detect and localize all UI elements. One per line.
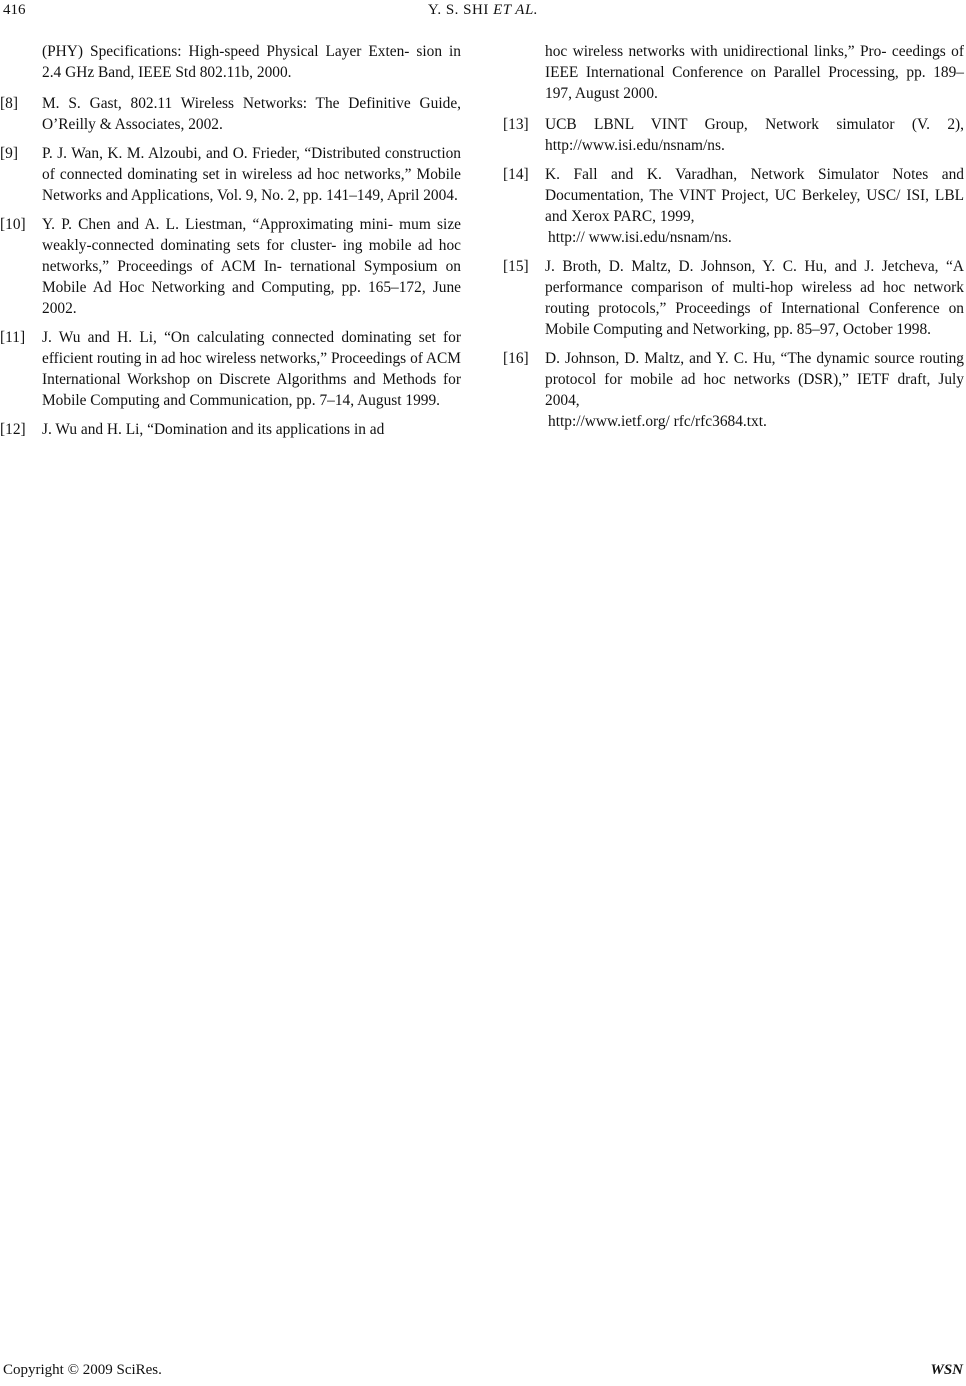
reference-text: J. Wu and H. Li, “On calculating connected dominating set for efficient routing in ad hoc wireless networks,” Proceedings of ACM International Workshop on Discrete Algorithms and Methods for Mobile Computing and Communication, pp. 7–14, August 1999.: [42, 329, 461, 409]
reference-number: [14]: [503, 166, 529, 183]
reference-text: J. Broth, D. Maltz, D. Johnson, Y. C. Hu, and J. Jetcheva, “A performance comparison of multi-hop wireless ad hoc network routing protocols,” Proceedings of International Conference on Mobile Computing and Networking, pp. 85–97, October 1998.: [545, 258, 964, 338]
reference-item: [0, 143, 461, 206]
right-column: [503, 41, 964, 440]
reference-number: [11]: [0, 329, 26, 346]
footer-journal: WSN: [930, 1362, 963, 1378]
reference-item: [0, 327, 461, 411]
reference-text: (PHY) Specifications: High-speed Physical Layer Exten- sion in 2.4 GHz Band, IEEE Std 802.11b, 2000.: [42, 43, 461, 81]
header-et-al: ET AL.: [493, 2, 539, 18]
reference-text: Y. P. Chen and A. L. Liestman, “Approximating mini- mum size weakly-connected dominating sets for cluster- ing mobile ad hoc networks,” Proceedings of ACM In- ternational Symposium on Mobile Ad Hoc Networking and Computing, pp. 165–172, June 2002.: [42, 216, 461, 317]
reference-number: [8]: [0, 95, 18, 112]
reference-item: [503, 164, 964, 248]
reference-continuation: [0, 41, 461, 83]
reference-item: [0, 93, 461, 135]
header-authors: Y. S. SHI: [427, 2, 489, 18]
reference-text: UCB LBNL VINT Group, Network simulator (V. 2), http://www.isi.edu/nsnam/ns.: [545, 116, 964, 154]
running-header: [0, 2, 966, 19]
reference-number: [12]: [0, 421, 26, 438]
reference-item: [0, 419, 461, 440]
reference-text: M. S. Gast, 802.11 Wireless Networks: The Definitive Guide, O’Reilly & Associates, 2002.: [42, 95, 461, 133]
reference-url: http:// www.isi.edu/nsnam/ns.: [548, 229, 732, 246]
reference-number: [15]: [503, 258, 529, 275]
reference-text: J. Wu and H. Li, “Domination and its applications in ad: [42, 421, 385, 438]
left-column: [0, 41, 461, 448]
reference-text: K. Fall and K. Varadhan, Network Simulator Notes and Documentation, The VINT Project, UC Berkeley, USC/ ISI, LBL and Xerox PARC, 1999,: [545, 166, 964, 225]
reference-item: [503, 256, 964, 340]
reference-item: [503, 114, 964, 156]
reference-number: [9]: [0, 145, 18, 162]
reference-number: [13]: [503, 116, 529, 133]
page-number: 416: [3, 2, 26, 18]
reference-text: P. J. Wan, K. M. Alzoubi, and O. Frieder, “Distributed construction of connected dominating set in wireless ad hoc networks,” Mobile Networks and Applications, Vol. 9, No. 2, pp. 141–149, April 2004.: [42, 145, 461, 204]
reference-item: [0, 214, 461, 319]
reference-text: hoc wireless networks with unidirectional links,” Pro- ceedings of IEEE International Conference on Parallel Processing, pp. 189–197, August 2000.: [545, 43, 964, 102]
reference-number: [10]: [0, 216, 26, 233]
reference-number: [16]: [503, 350, 529, 367]
reference-item: [503, 348, 964, 432]
footer-copyright: Copyright © 2009 SciRes.: [3, 1362, 162, 1378]
reference-text: D. Johnson, D. Maltz, and Y. C. Hu, “The dynamic source routing protocol for mobile ad hoc networks (DSR),” IETF draft, July 2004,: [545, 350, 964, 409]
reference-url: http://www.ietf.org/ rfc/rfc3684.txt.: [548, 413, 767, 430]
reference-continuation: [503, 41, 964, 104]
